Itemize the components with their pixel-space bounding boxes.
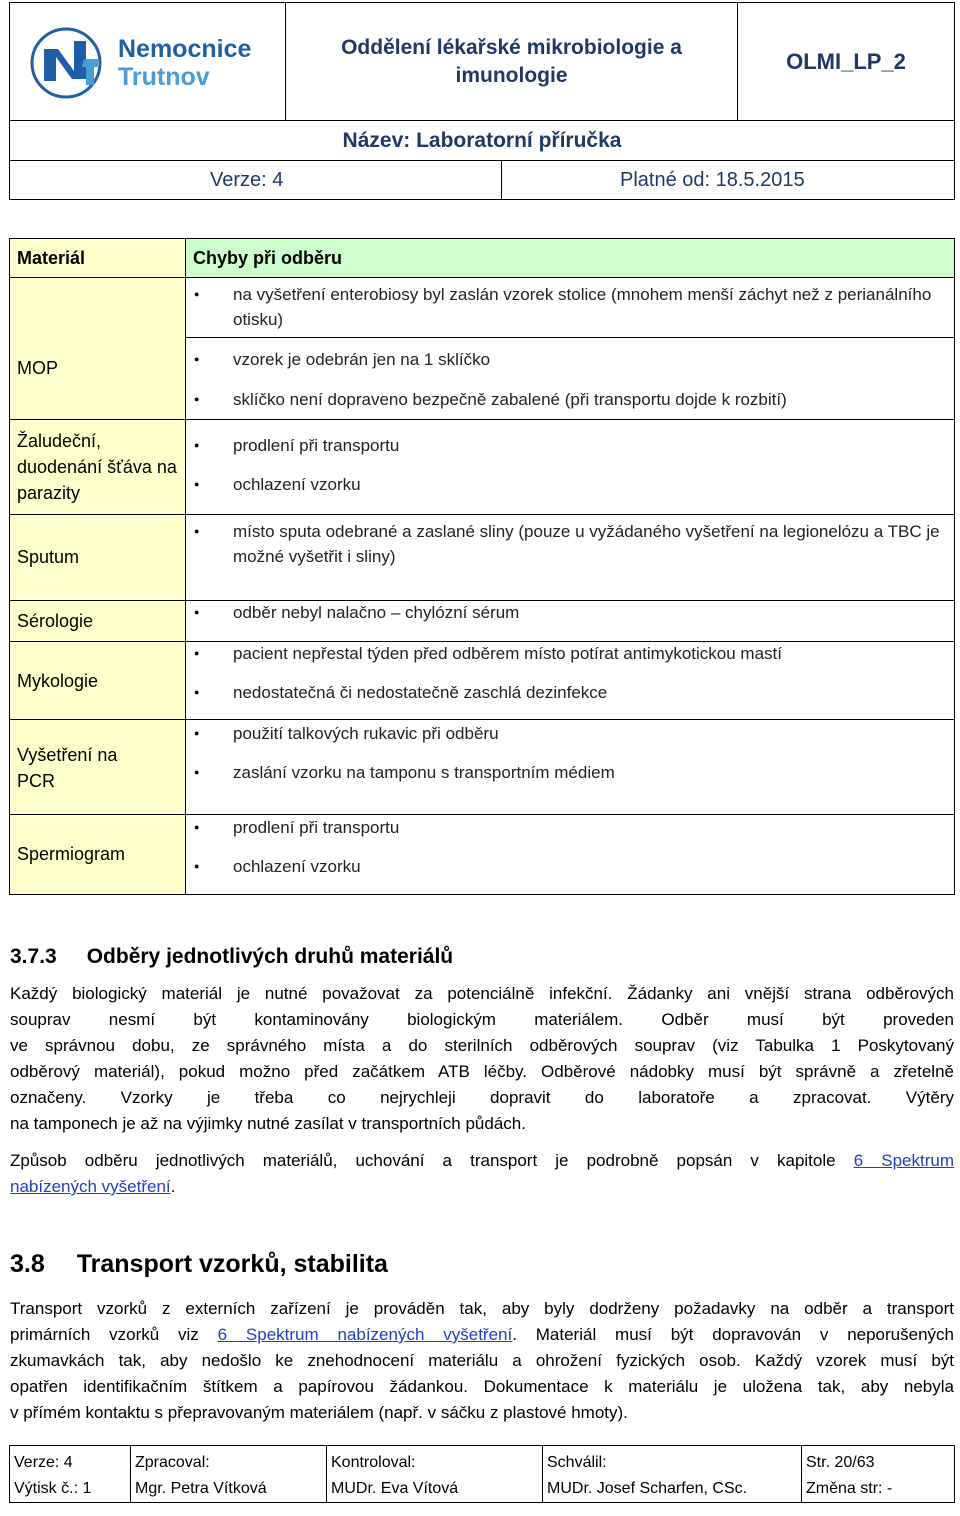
- error-item-sperm-cooling: ● ochlazení vzorku: [186, 854, 954, 879]
- logo-cell: [10, 3, 286, 120]
- material-cell-pcr: Vyšetření na PCR: [10, 720, 186, 815]
- department-title-cell: [286, 3, 738, 120]
- doc-name-row: [10, 120, 954, 161]
- error-item-sperm-transport-delay: ● prodlení při transportu: [186, 815, 954, 840]
- department-title: Oddělení lékařské mikrobiologie a imunologie: [341, 35, 682, 87]
- footer-page-cell: Str. 20/63 Změna str: -: [802, 1446, 954, 1502]
- section-heading-3-8: [10, 1250, 388, 1279]
- error-item-slide-packaging: ● sklíčko není dopraveno bezpečně zabalené (při transportu dojde k rozbití): [186, 387, 954, 412]
- footer-approved-cell: Schválil: MUDr. Josef Scharfen, CSc.: [543, 1446, 802, 1502]
- material-cell-sputum: Sputum: [10, 515, 186, 600]
- material-cell-gastric: Žaludeční, duodenání šťáva na parazity: [10, 420, 186, 514]
- footer-checked-cell: Kontroloval: MUDr. Eva Vítová: [327, 1446, 543, 1502]
- sampling-errors-table: [9, 238, 955, 895]
- error-item-single-slide: ● vzorek je odebrán jen na 1 sklíčko: [186, 347, 954, 372]
- section-title: Odběry jednotlivých druhů materiálů: [86, 945, 454, 968]
- link-spektrum-1[interactable]: 6 Spektrum: [853, 1151, 954, 1170]
- material-cell-mop: MOP: [10, 278, 186, 459]
- doc-code-cell: [738, 3, 954, 120]
- link-spektrum-3[interactable]: 6 Spektrum nabízených vyšetření: [217, 1325, 513, 1344]
- version-row: [10, 161, 954, 199]
- error-item-cooling: ● ochlazení vzorku: [186, 472, 954, 497]
- material-cell-mycology: Mykologie: [10, 642, 186, 720]
- document-header: [9, 2, 955, 200]
- logo-text-nemocnice: Nemocnice: [118, 35, 252, 63]
- paragraph-transport: Transport vzorků z externích zařízení je prováděn tak, aby byly dodrženy požadavky na odběr a transport primárních vzorků viz 6 Spektrum nabízených vyšetření. Materiál musí být dopravován v neporušených zkumavkách tak, aby nedošlo ke znehodnocení materiálu a ohrožení fyzických osob. Každý vzorek musí být opatřen identifikačním štítkem a papírovou žádankou. Dokumentace k materiálu je uložena tak, aby nebyla v přímém kontaktu s přepravovaným materiálem (např. v sáčku z plastové hmoty).: [10, 1299, 954, 1422]
- header-version: Verze: 4: [210, 168, 284, 191]
- footer-prepared-cell: Zpracoval: Mgr. Petra Vítková: [131, 1446, 327, 1502]
- section-title: Transport vzorků, stabilita: [76, 1250, 388, 1278]
- footer-version-cell: Verze: 4 Výtisk č.: 1: [10, 1446, 131, 1502]
- error-item-antimycotic: ● pacient nepřestal týden před odběrem místo potírat antimykotickou mastí: [186, 641, 954, 666]
- error-item-transport-delay: ● prodlení při transportu: [186, 433, 954, 458]
- page-number: Str. 20/63: [806, 1454, 875, 1471]
- material-cell-spermiogram: Spermiogram: [10, 815, 186, 894]
- paragraph-sampling-method: Způsob odběru jednotlivých materiálů, uchování a transport je podrobně popsán v kapitole 6 Spektrum nabízených vyšetření.: [10, 1151, 954, 1196]
- error-item-transport-medium: ● zaslání vzorku na tamponu s transportním médiem: [186, 760, 954, 785]
- logo-text-trutnov: Trutnov: [118, 63, 210, 91]
- error-item-saliva: ● místo sputa odebrané a zaslané sliny (pouze u vyžádaného vyšetření na legionelózu a TBC je možné vyšetřit i sliny): [186, 519, 954, 569]
- section-number: 3.7.3: [10, 945, 57, 968]
- table-header-material: Materiál: [10, 239, 186, 277]
- error-item-chylous-serum: ● odběr nebyl nalačno – chylózní sérum: [186, 600, 954, 625]
- header-valid-from: Platné od: 18.5.2015: [620, 168, 805, 191]
- error-item-disinfection: ● nedostatečná či nedostatečně zaschlá dezinfekce: [186, 680, 954, 705]
- section-number: 3.8: [10, 1250, 45, 1278]
- error-item-talc-gloves: ● použití talkových rukavic při odběru: [186, 721, 954, 746]
- table-header-errors: Chyby při odběru: [186, 239, 954, 277]
- paragraph-sampling: Každý biologický materiál je nutné považovat za potenciálně infekční. Žádanky ani vnější strana odběrových souprav nesmí být kontaminovány biologickým materiálem. Odběr musí být proveden ve správnou dobu, ze správného místa a do sterilních odběrových souprav (viz Tabulka 1 Poskytovaný odběrový materiál), pokud možno před začátkem ATB léčby. Odběrové nádobky musí být správně a zřetelně označeny. Vzorky je třeba co nejrychleji dopravit do laboratoře a zpracovat. Výtěry na tamponech je až na výjimky nutné zasílat v transportních půdách.: [10, 984, 954, 1133]
- section-heading-3-7-3: [10, 945, 453, 969]
- link-spektrum-2[interactable]: nabízených vyšetření: [10, 1177, 171, 1196]
- error-item-enterobiosis: ● na vyšetření enterobiosy byl zaslán vzorek stolice (mnohem menší záchyt než z perianálního otisku): [186, 282, 954, 332]
- doc-code: OLMI_LP_2: [786, 48, 906, 74]
- material-cell-serology: Sérologie: [10, 601, 186, 641]
- document-footer: [9, 1445, 955, 1503]
- doc-name: Název: Laboratorní příručka: [342, 128, 622, 152]
